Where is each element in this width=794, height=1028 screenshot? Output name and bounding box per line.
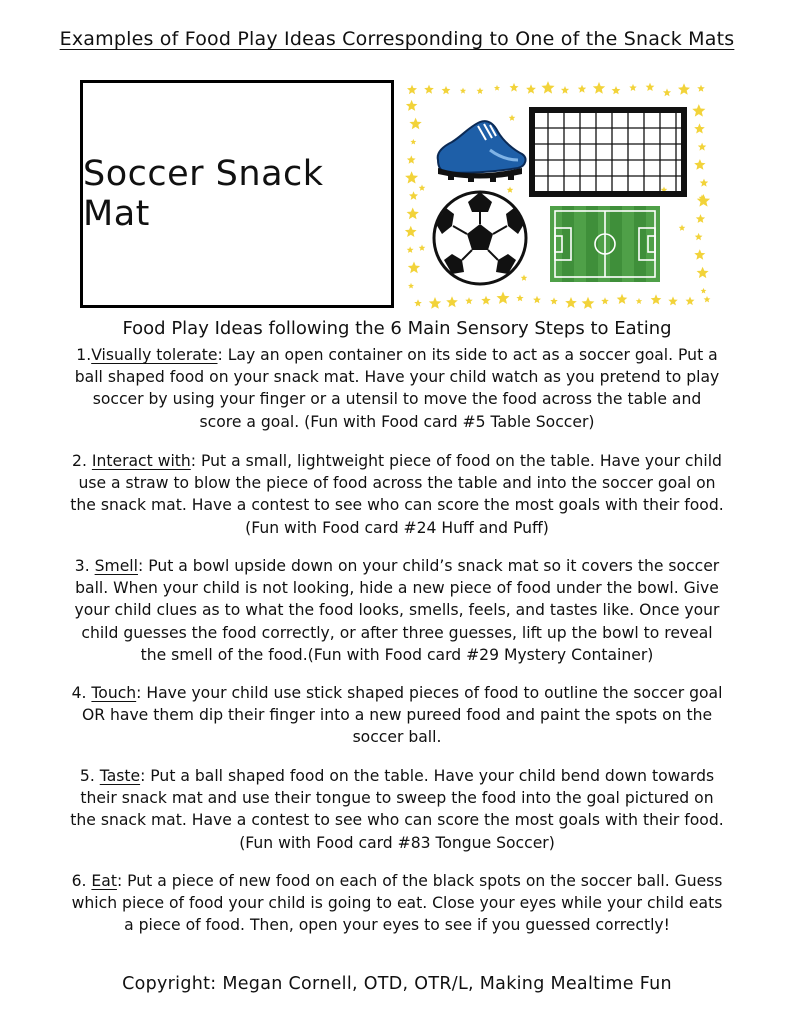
star-icon: [700, 179, 709, 187]
step-prefix: 6.: [71, 872, 92, 890]
soccer-goal-icon: [532, 110, 684, 194]
step-interact-with: [70, 450, 724, 539]
soccer-illustration: [402, 78, 714, 314]
star-icon: [612, 86, 621, 94]
step-prefix: 5.: [79, 767, 100, 785]
step-label: Smell: [94, 557, 138, 575]
star-icon: [651, 294, 662, 304]
star-icon: [408, 262, 420, 274]
star-icon: [507, 187, 514, 193]
step-label: Eat: [91, 872, 117, 890]
star-icon: [407, 155, 416, 163]
star-icon: [419, 245, 426, 251]
star-icon: [526, 84, 536, 93]
step-smell: [70, 555, 724, 666]
step-label: Taste: [99, 767, 141, 785]
star-icon: [601, 297, 609, 304]
step-visually-tolerate: [70, 344, 724, 433]
step-text: : Put a ball shaped food on the table. Have your child bend down towards their snack mat and use their tongue to sweep the food into the goal pictured on the snack mat. Have a contest to see who can score the most goals with their food. (Fun with Food card #83 Tongue Soccer): [70, 767, 724, 852]
star-icon: [481, 296, 490, 305]
soccer-cleat-icon: [438, 121, 526, 182]
step-label: Visually tolerate: [91, 346, 218, 364]
star-icon: [516, 295, 523, 302]
step-taste: [70, 765, 724, 854]
soccer-field-icon: [550, 206, 660, 282]
star-icon: [678, 83, 690, 95]
star-icon: [696, 214, 705, 223]
star-icon: [593, 82, 605, 94]
step-text: : Put a bowl upside down on your child’s snack mat so it covers the soccer ball. When your child is not looking, hide a new piece of food under the bowl. Give your child clues as to what the food looks, smells, feels, and tastes like. Once your child guesses the food correctly, or after three guesses, lift up the bowl to reveal the smell of the food.(Fun with Food card #29 Mystery Container): [74, 557, 720, 664]
star-icon: [694, 249, 705, 260]
star-icon: [694, 159, 705, 170]
star-icon: [582, 297, 595, 309]
star-icon: [636, 298, 642, 304]
star-icon: [429, 297, 441, 309]
snack-mat-box: [80, 80, 394, 308]
star-icon: [663, 88, 671, 96]
star-icon: [578, 85, 586, 93]
star-icon: [646, 83, 655, 91]
step-label: Interact with: [91, 452, 191, 470]
star-icon: [697, 267, 709, 278]
star-icon: [695, 233, 703, 240]
star-icon: [407, 208, 419, 220]
star-icon: [406, 100, 418, 111]
step-text: : Put a piece of new food on each of the black spots on the soccer ball. Guess which piece of food your child is going to eat. Close your eyes while your child eats a piece of food. Then, open your eyes to see if you guessed correctly!: [71, 872, 723, 935]
star-icon: [465, 297, 472, 304]
star-icon: [408, 283, 414, 289]
star-icon: [460, 88, 466, 94]
star-icon: [541, 81, 554, 94]
subtitle: Food Play Ideas following the 6 Main Sensory Steps to Eating: [122, 318, 672, 339]
star-icon: [424, 85, 434, 94]
star-icon: [679, 225, 686, 231]
step-eat: [70, 870, 724, 937]
star-icon: [561, 86, 569, 94]
star-icon: [405, 226, 417, 237]
star-icon: [668, 296, 677, 305]
copyright-footer: Copyright: Megan Cornell, OTD, OTR/L, Making Mealtime Fun: [122, 974, 672, 994]
step-text: : Put a small, lightweight piece of food on the table. Have your child use a straw to blow the piece of food across the table and into the soccer goal on the snack mat. Have a contest to see who can score the most goals with their food. (Fun with Food card #24 Huff and Puff): [70, 452, 724, 537]
star-icon: [686, 297, 695, 306]
step-text: : Have your child use stick shaped pieces of food to outline the soccer goal OR have them dip their finger into a new pureed food and paint the spots on the soccer ball.: [81, 684, 723, 747]
star-icon: [419, 185, 426, 191]
star-icon: [701, 288, 707, 294]
star-icon: [565, 297, 577, 308]
step-prefix: 3.: [74, 557, 95, 575]
star-icon: [477, 87, 484, 94]
step-touch: [70, 682, 724, 749]
star-icon: [407, 85, 417, 95]
star-icon: [509, 115, 516, 121]
star-icon: [409, 118, 421, 130]
star-icon: [697, 85, 705, 92]
star-icon: [533, 296, 541, 304]
star-icon: [414, 299, 422, 306]
star-icon: [629, 84, 636, 91]
step-text: : Lay an open container on its side to act as a soccer goal. Put a ball shaped food on your snack mat. Have your child watch as you pretend to play soccer by using your finger or a utensil to move the food across the table and score a goal. (Fun with Food card #5 Table Soccer): [74, 346, 720, 431]
star-icon: [704, 296, 711, 302]
step-prefix: 1.: [76, 346, 92, 364]
star-icon: [510, 83, 519, 92]
star-icon: [407, 246, 414, 253]
star-icon: [442, 86, 451, 94]
star-icon: [692, 104, 705, 117]
star-icon: [405, 171, 418, 183]
soccer-ball-icon: [434, 192, 526, 284]
star-icon: [409, 191, 418, 200]
step-prefix: 4.: [71, 684, 92, 702]
page-title: Examples of Food Play Ideas Corresponding to One of the Snack Mats: [59, 28, 735, 50]
star-icon: [521, 275, 528, 281]
step-label: Touch: [91, 684, 137, 702]
star-icon: [550, 297, 557, 304]
star-icon: [694, 123, 705, 133]
star-icon: [698, 143, 707, 151]
star-icon: [410, 139, 416, 145]
star-icon: [446, 296, 458, 307]
star-icon: [497, 292, 510, 304]
step-prefix: 2.: [72, 452, 92, 470]
star-icon: [494, 85, 500, 91]
star-icon: [617, 294, 628, 304]
snack-mat-label: Soccer Snack Mat: [83, 154, 324, 234]
